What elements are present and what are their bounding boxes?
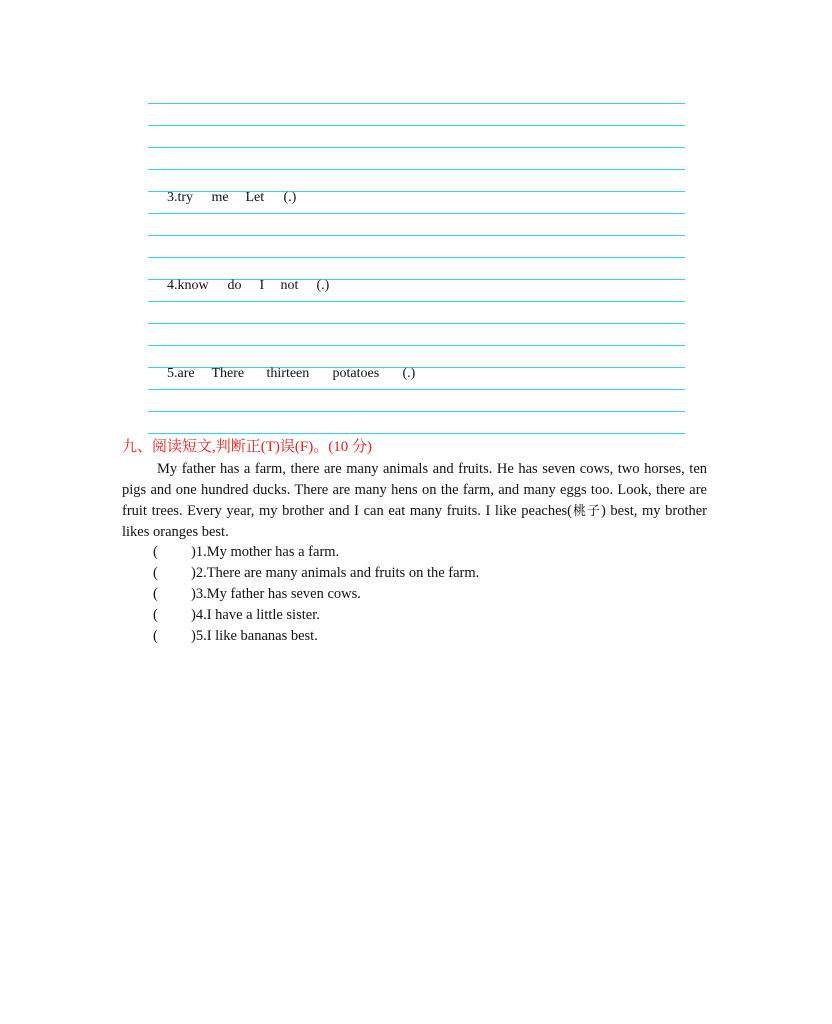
- answer-paren[interactable]: (: [153, 586, 158, 602]
- writing-line: [148, 323, 685, 324]
- writing-line: [148, 257, 685, 258]
- writing-line: [148, 169, 685, 170]
- question-text: )1.My mother has a farm.: [191, 544, 340, 560]
- writing-line: [148, 103, 685, 104]
- writing-line: [148, 125, 685, 126]
- question-2: [153, 564, 479, 582]
- writing-line: [148, 235, 685, 236]
- reading-passage: [122, 459, 707, 543]
- passage-text: My father has a farm, there are many animals and fruits. He has seven cows, two horses, ten pigs and one hundred ducks. There are many hens on the farm, and many eggs too. Look, there are fruit trees. Every year, my brother and I can eat many fruits. I like peaches(: [122, 461, 707, 519]
- prompt-word: do: [227, 278, 242, 293]
- question-3: [153, 585, 361, 603]
- prompt-word: are: [177, 366, 195, 381]
- prompt-word: try: [177, 190, 194, 205]
- prompt-word: know: [177, 278, 209, 293]
- answer-paren[interactable]: (: [153, 544, 158, 560]
- writing-line: [148, 411, 685, 412]
- sentence-prompt-5: [153, 353, 415, 395]
- passage-gloss: 桃子: [572, 504, 601, 519]
- answer-paren[interactable]: (: [153, 565, 158, 581]
- section-title: 九、阅读短文,判断正(T)误(F)。(10 分): [122, 439, 372, 455]
- prompt-word: (.): [316, 278, 330, 293]
- prompt-word: potatoes: [332, 366, 380, 381]
- question-1: [153, 543, 339, 561]
- prompt-word: (.): [283, 190, 297, 205]
- sentence-prompt-3: [153, 177, 296, 219]
- writing-line: [148, 433, 685, 434]
- prompt-word: Let: [245, 190, 265, 205]
- prompt-word: not: [280, 278, 299, 293]
- prompt-number: 3.: [167, 190, 178, 205]
- question-5: [153, 627, 318, 645]
- question-text: )2.There are many animals and fruits on the farm.: [191, 565, 480, 581]
- question-text: )3.My father has seven cows.: [191, 586, 361, 602]
- prompt-number: 4.: [167, 278, 178, 293]
- question-text: )4.I have a little sister.: [191, 607, 320, 623]
- prompt-word: me: [211, 190, 229, 205]
- answer-paren[interactable]: (: [153, 607, 158, 623]
- prompt-word: There: [211, 366, 245, 381]
- prompt-word: I: [259, 278, 265, 293]
- prompt-word: thirteen: [266, 366, 310, 381]
- writing-line: [148, 147, 685, 148]
- prompt-word: (.): [402, 366, 416, 381]
- passage-text: ) best, my brother likes oranges best.: [122, 503, 707, 540]
- question-text: )5.I like bananas best.: [191, 628, 318, 644]
- writing-line: [148, 345, 685, 346]
- answer-paren[interactable]: (: [153, 628, 158, 644]
- prompt-number: 5.: [167, 366, 178, 381]
- sentence-prompt-4: [153, 265, 329, 307]
- question-4: [153, 606, 320, 624]
